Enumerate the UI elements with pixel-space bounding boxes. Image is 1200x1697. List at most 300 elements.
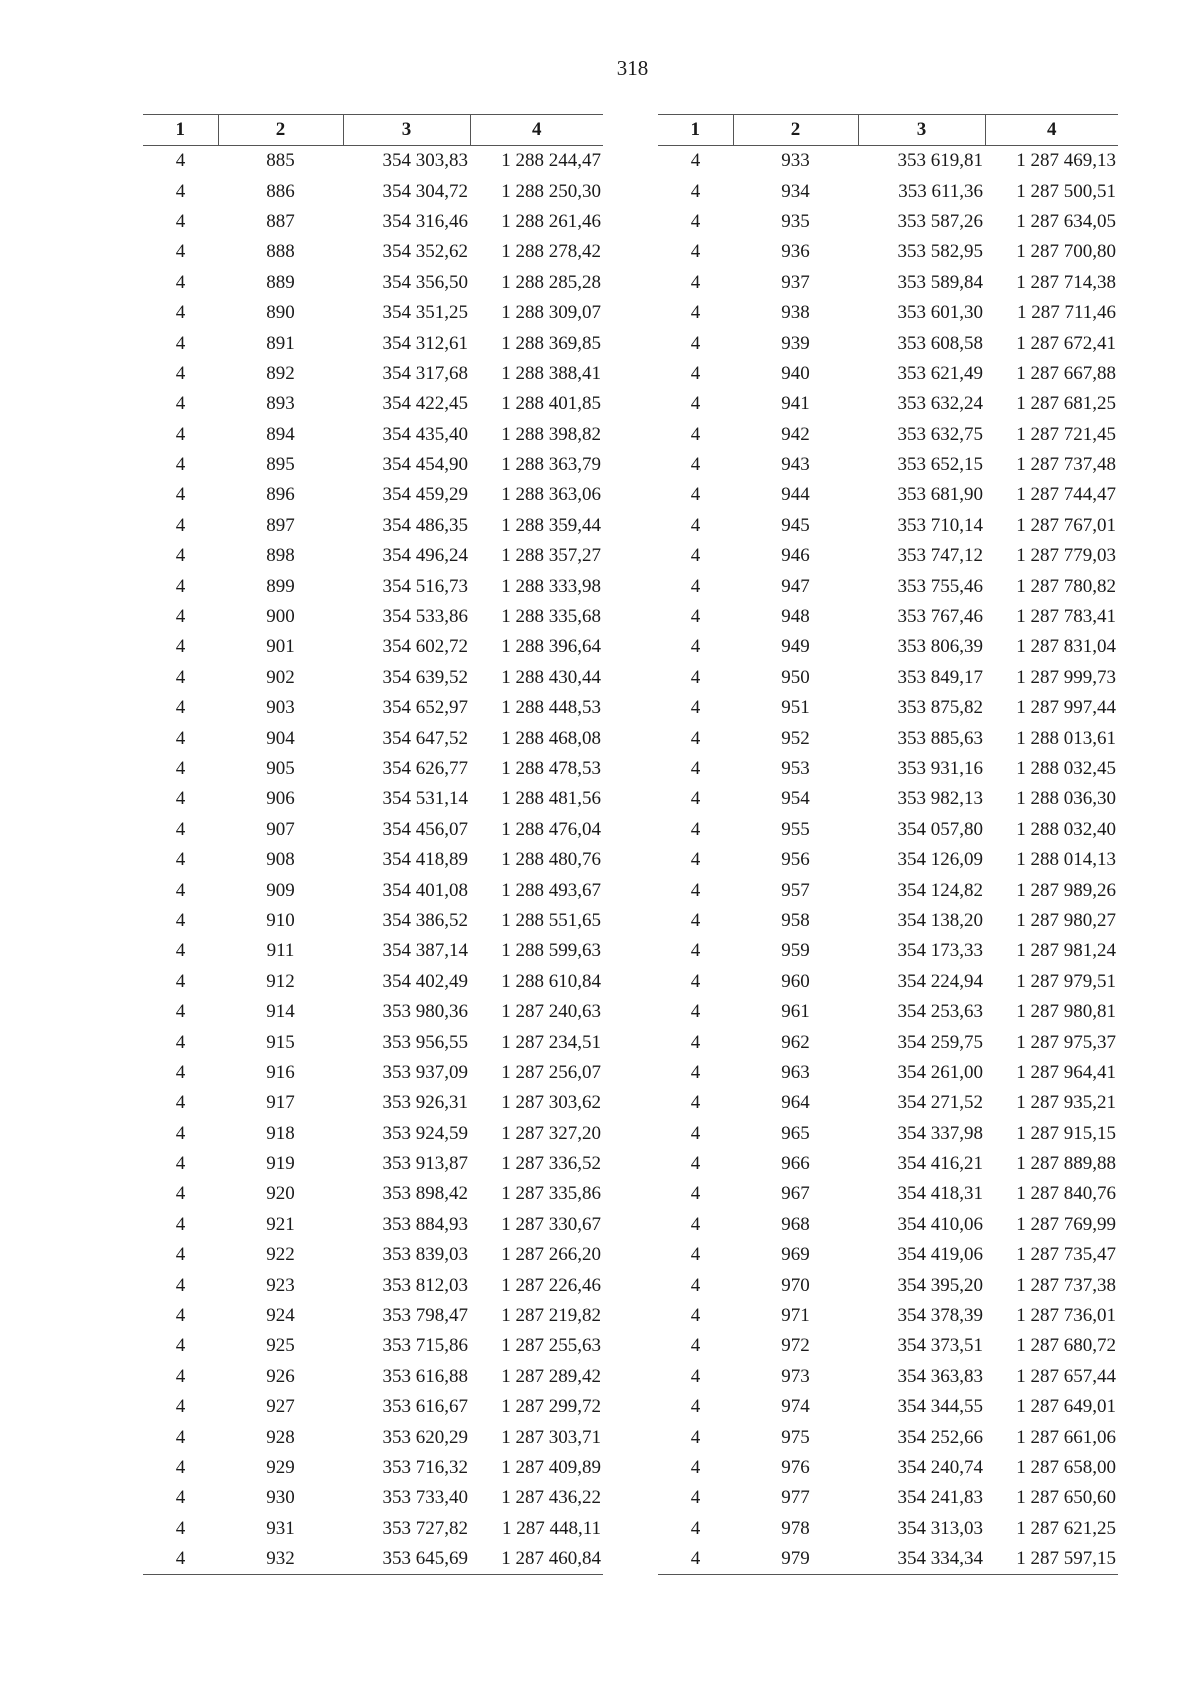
cell-y-coordinate: 1 288 448,53 [501, 697, 601, 719]
cell-point-id: 919 [266, 1153, 295, 1175]
cell-y-coordinate: 1 287 649,01 [1016, 1396, 1116, 1418]
cell-number: 4 [175, 1244, 186, 1266]
cell-number: 4 [690, 423, 701, 445]
cell-y-coordinate: 1 287 448,11 [501, 1517, 601, 1539]
cell-x-coordinate: 353 601,30 [897, 302, 983, 324]
cell-point-id: 961 [781, 1001, 810, 1023]
cell-point-id: 920 [266, 1183, 295, 1205]
cell-y-coordinate: 1 288 014,13 [1016, 849, 1116, 871]
cell-x-coordinate: 354 418,31 [897, 1183, 983, 1205]
cell-x-coordinate: 354 252,66 [897, 1426, 983, 1448]
cell-point-id: 889 [266, 271, 295, 293]
cell-point-id: 908 [266, 849, 295, 871]
cell-y-coordinate: 1 287 240,63 [501, 1001, 601, 1023]
cell-point-id: 922 [266, 1244, 295, 1266]
cell-number: 4 [690, 575, 701, 597]
cell-point-id: 953 [781, 758, 810, 779]
cell-point-id: 941 [781, 393, 810, 415]
table-row [658, 1362, 1118, 1392]
cell-y-coordinate: 1 288 476,04 [501, 818, 601, 840]
cell-number: 4 [175, 666, 186, 688]
table-row [143, 1149, 603, 1179]
cell-x-coordinate: 353 715,86 [382, 1335, 468, 1357]
cell-number: 4 [175, 1153, 186, 1175]
cell-point-id: 975 [781, 1426, 810, 1448]
cell-x-coordinate: 353 767,46 [897, 606, 983, 628]
cell-x-coordinate: 354 317,68 [382, 362, 468, 384]
cell-number: 4 [175, 636, 186, 658]
table-row [143, 1210, 603, 1240]
cell-y-coordinate: 1 288 480,76 [501, 849, 601, 871]
cell-point-id: 933 [781, 150, 810, 172]
cell-x-coordinate: 354 303,83 [382, 150, 468, 172]
table-row [658, 420, 1118, 450]
cell-point-id: 923 [266, 1274, 295, 1296]
cell-point-id: 891 [266, 332, 295, 354]
cell-x-coordinate: 353 798,47 [382, 1305, 468, 1327]
cell-number: 4 [175, 1335, 186, 1357]
cell-x-coordinate: 353 582,95 [897, 241, 983, 263]
cell-number: 4 [690, 727, 701, 749]
cell-number: 4 [690, 1092, 701, 1114]
cell-x-coordinate: 354 337,98 [897, 1122, 983, 1144]
cell-number: 4 [175, 180, 186, 202]
cell-y-coordinate: 1 288 398,82 [501, 423, 601, 445]
cell-point-id: 915 [266, 1031, 295, 1053]
table-row [658, 359, 1118, 389]
cell-point-id: 890 [266, 302, 295, 324]
cell-y-coordinate: 1 288 032,40 [1016, 818, 1116, 840]
cell-number: 4 [175, 606, 186, 628]
cell-number: 4 [175, 697, 186, 719]
cell-x-coordinate: 353 619,81 [897, 150, 983, 172]
table-row [143, 967, 603, 997]
cell-number: 4 [175, 575, 186, 597]
cell-number: 4 [690, 1456, 701, 1478]
cell-number: 4 [175, 393, 186, 415]
cell-x-coordinate: 353 812,03 [382, 1274, 468, 1296]
cell-y-coordinate: 1 288 610,84 [501, 970, 601, 992]
cell-y-coordinate: 1 287 681,25 [1016, 393, 1116, 415]
cell-y-coordinate: 1 287 999,73 [1016, 666, 1116, 688]
table-row [143, 663, 603, 693]
cell-number: 4 [690, 1396, 701, 1418]
cell-x-coordinate: 353 681,90 [897, 484, 983, 506]
table-row [143, 845, 603, 875]
table-row [143, 1088, 603, 1118]
cell-y-coordinate: 1 287 667,88 [1016, 362, 1116, 384]
cell-point-id: 940 [781, 362, 810, 384]
cell-number: 4 [690, 362, 701, 384]
cell-x-coordinate: 354 401,08 [382, 879, 468, 901]
cell-point-id: 894 [266, 423, 295, 445]
cell-number: 4 [690, 1244, 701, 1266]
table-row [658, 1027, 1118, 1057]
cell-x-coordinate: 354 241,83 [897, 1487, 983, 1509]
cell-x-coordinate: 354 378,39 [897, 1305, 983, 1327]
cell-y-coordinate: 1 288 430,44 [501, 666, 601, 688]
cell-point-id: 977 [781, 1487, 810, 1509]
cell-point-id: 917 [266, 1092, 295, 1114]
cell-number: 4 [690, 849, 701, 871]
cell-y-coordinate: 1 287 299,72 [501, 1396, 601, 1418]
cell-y-coordinate: 1 288 036,30 [1016, 788, 1116, 810]
cell-x-coordinate: 353 733,40 [382, 1487, 468, 1509]
cell-x-coordinate: 353 632,24 [897, 393, 983, 415]
cell-x-coordinate: 353 620,29 [382, 1426, 468, 1448]
cell-y-coordinate: 1 287 256,07 [501, 1061, 601, 1083]
cell-point-id: 970 [781, 1274, 810, 1296]
cell-number: 4 [690, 1183, 701, 1205]
cell-y-coordinate: 1 287 330,67 [501, 1213, 601, 1235]
cell-x-coordinate: 354 126,09 [897, 849, 983, 871]
table-row [143, 875, 603, 905]
cell-point-id: 931 [266, 1517, 295, 1539]
cell-point-id: 942 [781, 423, 810, 445]
cell-point-id: 928 [266, 1426, 295, 1448]
cell-x-coordinate: 354 057,80 [897, 818, 983, 840]
cell-point-id: 972 [781, 1335, 810, 1357]
cell-number: 4 [175, 1456, 186, 1478]
cell-point-id: 887 [266, 210, 295, 232]
cell-point-id: 925 [266, 1335, 295, 1357]
cell-y-coordinate: 1 287 436,22 [501, 1487, 601, 1509]
cell-point-id: 935 [781, 210, 810, 232]
cell-point-id: 903 [266, 697, 295, 719]
table-row [658, 997, 1118, 1027]
cell-x-coordinate: 354 387,14 [382, 940, 468, 962]
cell-point-id: 886 [266, 180, 295, 202]
column-header-3: 3 [343, 115, 470, 146]
cell-point-id: 909 [266, 879, 295, 901]
cell-point-id: 965 [781, 1122, 810, 1144]
cell-x-coordinate: 354 173,33 [897, 940, 983, 962]
cell-y-coordinate: 1 287 714,38 [1016, 271, 1116, 293]
cell-number: 4 [690, 1305, 701, 1327]
cell-number: 4 [175, 1061, 186, 1083]
cell-x-coordinate: 354 395,20 [897, 1274, 983, 1296]
cell-point-id: 926 [266, 1365, 295, 1387]
cell-number: 4 [690, 788, 701, 810]
cell-x-coordinate: 353 913,87 [382, 1153, 468, 1175]
table-row [658, 1088, 1118, 1118]
cell-x-coordinate: 353 956,55 [382, 1031, 468, 1053]
cell-point-id: 948 [781, 606, 810, 628]
cell-number: 4 [175, 758, 186, 779]
cell-number: 4 [690, 302, 701, 324]
cell-y-coordinate: 1 287 744,47 [1016, 484, 1116, 506]
cell-number: 4 [175, 727, 186, 749]
cell-number: 4 [690, 666, 701, 688]
cell-number: 4 [690, 514, 701, 536]
cell-number: 4 [690, 909, 701, 931]
cell-number: 4 [175, 818, 186, 840]
table-row [658, 663, 1118, 693]
cell-number: 4 [690, 1213, 701, 1235]
table-row [143, 1514, 603, 1544]
cell-x-coordinate: 353 839,03 [382, 1244, 468, 1266]
cell-x-coordinate: 353 621,49 [897, 362, 983, 384]
cell-point-id: 916 [266, 1061, 295, 1083]
cell-y-coordinate: 1 287 964,41 [1016, 1061, 1116, 1083]
column-header-4: 4 [985, 115, 1118, 146]
table-row [658, 1422, 1118, 1452]
table-row [143, 602, 603, 632]
cell-x-coordinate: 354 459,29 [382, 484, 468, 506]
cell-number: 4 [175, 423, 186, 445]
cell-x-coordinate: 354 316,46 [382, 210, 468, 232]
cell-y-coordinate: 1 287 327,20 [501, 1122, 601, 1144]
cell-number: 4 [175, 545, 186, 567]
cell-x-coordinate: 354 304,72 [382, 180, 468, 202]
table-row [143, 1331, 603, 1361]
table-row [143, 146, 603, 177]
cell-y-coordinate: 1 287 634,05 [1016, 210, 1116, 232]
cell-point-id: 959 [781, 940, 810, 962]
table-row [658, 845, 1118, 875]
cell-number: 4 [690, 1274, 701, 1296]
table-row [143, 1301, 603, 1331]
column-header-4: 4 [470, 115, 603, 146]
cell-x-coordinate: 354 312,61 [382, 332, 468, 354]
cell-point-id: 947 [781, 575, 810, 597]
cell-point-id: 910 [266, 909, 295, 931]
cell-x-coordinate: 354 344,55 [897, 1396, 983, 1418]
cell-point-id: 971 [781, 1305, 810, 1327]
table-row [143, 723, 603, 753]
cell-point-id: 967 [781, 1183, 810, 1205]
cell-number: 4 [690, 454, 701, 476]
table-row [658, 693, 1118, 723]
column-header-2: 2 [218, 115, 343, 146]
cell-y-coordinate: 1 287 266,20 [501, 1244, 601, 1266]
table-row [143, 1270, 603, 1300]
cell-y-coordinate: 1 287 409,89 [501, 1456, 601, 1478]
table-row [658, 237, 1118, 267]
cell-point-id: 946 [781, 545, 810, 567]
table-row [658, 1544, 1118, 1575]
cell-number: 4 [690, 484, 701, 506]
cell-y-coordinate: 1 287 460,84 [470, 1544, 603, 1575]
cell-point-id: 929 [266, 1456, 295, 1478]
table-row [658, 967, 1118, 997]
cell-y-coordinate: 1 287 737,48 [1016, 454, 1116, 476]
cell-number: 4 [690, 1426, 701, 1448]
cell-x-coordinate: 353 645,69 [343, 1544, 470, 1575]
cell-x-coordinate: 354 602,72 [382, 636, 468, 658]
cell-y-coordinate: 1 288 551,65 [501, 909, 601, 931]
table-row [143, 784, 603, 814]
cell-point-id: 896 [266, 484, 295, 506]
cell-point-id: 939 [781, 332, 810, 354]
cell-point-id: 914 [266, 1001, 295, 1023]
cell-y-coordinate: 1 288 396,64 [501, 636, 601, 658]
table-row [658, 602, 1118, 632]
table-row [143, 1392, 603, 1422]
table-row [143, 480, 603, 510]
cell-number: 4 [175, 454, 186, 476]
cell-x-coordinate: 354 313,03 [897, 1517, 983, 1539]
cell-y-coordinate: 1 288 285,28 [501, 271, 601, 293]
cell-point-id: 966 [781, 1153, 810, 1175]
cell-x-coordinate: 354 259,75 [897, 1031, 983, 1053]
table-row [658, 1483, 1118, 1513]
cell-number: 4 [690, 332, 701, 354]
cell-point-id: 911 [266, 940, 295, 962]
cell-point-id: 951 [781, 697, 810, 719]
table-row [143, 1362, 603, 1392]
cell-point-id: 979 [733, 1544, 858, 1575]
cell-y-coordinate: 1 287 597,15 [985, 1544, 1118, 1575]
table-row [143, 511, 603, 541]
cell-y-coordinate: 1 287 335,86 [501, 1183, 601, 1205]
cell-number: 4 [175, 1365, 186, 1387]
table-row [143, 237, 603, 267]
cell-point-id: 927 [266, 1396, 295, 1418]
cell-y-coordinate: 1 288 335,68 [501, 606, 601, 628]
table-row [658, 176, 1118, 206]
cell-point-id: 936 [781, 241, 810, 263]
cell-y-coordinate: 1 287 783,41 [1016, 606, 1116, 628]
cell-number: 4 [690, 180, 701, 202]
cell-y-coordinate: 1 288 481,56 [501, 788, 601, 810]
cell-y-coordinate: 1 287 661,06 [1016, 1426, 1116, 1448]
cell-y-coordinate: 1 287 779,03 [1016, 545, 1116, 567]
cell-y-coordinate: 1 287 255,63 [501, 1335, 601, 1357]
cell-number: 4 [690, 1061, 701, 1083]
cell-x-coordinate: 353 926,31 [382, 1092, 468, 1114]
cell-x-coordinate: 353 616,67 [382, 1396, 468, 1418]
cell-y-coordinate: 1 287 769,99 [1016, 1213, 1116, 1235]
cell-y-coordinate: 1 287 289,42 [501, 1365, 601, 1387]
cell-point-id: 888 [266, 241, 295, 263]
cell-y-coordinate: 1 287 981,24 [1016, 940, 1116, 962]
cell-x-coordinate: 354 647,52 [382, 727, 468, 749]
cell-y-coordinate: 1 288 333,98 [501, 575, 601, 597]
cell-point-id: 892 [266, 362, 295, 384]
cell-x-coordinate: 353 806,39 [897, 636, 983, 658]
table-row [658, 450, 1118, 480]
cell-number: 4 [175, 1487, 186, 1509]
cell-x-coordinate: 354 419,06 [897, 1244, 983, 1266]
cell-y-coordinate: 1 287 975,37 [1016, 1031, 1116, 1053]
cell-x-coordinate: 354 486,35 [382, 514, 468, 536]
table-row [658, 723, 1118, 753]
cell-x-coordinate: 354 240,74 [897, 1456, 983, 1478]
cell-y-coordinate: 1 287 979,51 [1016, 970, 1116, 992]
cell-number: 4 [690, 970, 701, 992]
cell-point-id: 906 [266, 788, 295, 810]
cell-number: 4 [175, 484, 186, 506]
table-row [658, 1058, 1118, 1088]
cell-number: 4 [175, 150, 186, 172]
table-row [143, 815, 603, 845]
cell-x-coordinate: 354 253,63 [897, 1001, 983, 1023]
cell-point-id: 930 [266, 1487, 295, 1509]
cell-point-id: 963 [781, 1061, 810, 1083]
cell-number: 4 [175, 271, 186, 293]
cell-x-coordinate: 353 652,15 [897, 454, 983, 476]
cell-number: 4 [690, 393, 701, 415]
table-row [658, 389, 1118, 419]
cell-number: 4 [143, 1544, 218, 1575]
cell-number: 4 [690, 150, 701, 172]
cell-number: 4 [175, 879, 186, 901]
cell-y-coordinate: 1 287 621,25 [1016, 1517, 1116, 1539]
cell-x-coordinate: 354 639,52 [382, 666, 468, 688]
table-row [658, 754, 1118, 784]
cell-x-coordinate: 354 533,86 [382, 606, 468, 628]
cell-y-coordinate: 1 288 401,85 [501, 393, 601, 415]
cell-number: 4 [690, 940, 701, 962]
table-row [658, 784, 1118, 814]
cell-number: 4 [690, 210, 701, 232]
cell-number: 4 [175, 1396, 186, 1418]
table-row [143, 997, 603, 1027]
cell-y-coordinate: 1 287 303,71 [501, 1426, 601, 1448]
table-row [658, 632, 1118, 662]
cell-number: 4 [175, 788, 186, 810]
cell-point-id: 962 [781, 1031, 810, 1053]
cell-y-coordinate: 1 287 935,21 [1016, 1092, 1116, 1114]
cell-number: 4 [175, 1001, 186, 1023]
table-row [658, 571, 1118, 601]
cell-x-coordinate: 353 616,88 [382, 1365, 468, 1387]
cell-x-coordinate: 353 875,82 [897, 697, 983, 719]
cell-number: 4 [658, 1544, 733, 1575]
cell-y-coordinate: 1 287 672,41 [1016, 332, 1116, 354]
cell-number: 4 [175, 1122, 186, 1144]
cell-number: 4 [690, 697, 701, 719]
cell-number: 4 [175, 1183, 186, 1205]
cell-y-coordinate: 1 287 831,04 [1016, 636, 1116, 658]
table-row [658, 1301, 1118, 1331]
column-header-2: 2 [733, 115, 858, 146]
cell-x-coordinate: 354 271,52 [897, 1092, 983, 1114]
cell-point-id: 898 [266, 545, 295, 567]
table-row [658, 328, 1118, 358]
cell-number: 4 [690, 1487, 701, 1509]
cell-y-coordinate: 1 288 309,07 [501, 302, 601, 324]
cell-point-id: 907 [266, 818, 295, 840]
table-row [658, 1119, 1118, 1149]
cell-x-coordinate: 354 356,50 [382, 271, 468, 293]
table-row [143, 1422, 603, 1452]
table-row [143, 328, 603, 358]
cell-number: 4 [175, 849, 186, 871]
cell-x-coordinate: 353 898,42 [382, 1183, 468, 1205]
cell-y-coordinate: 1 288 363,79 [501, 454, 601, 476]
cell-x-coordinate: 353 587,26 [897, 210, 983, 232]
table-row [658, 541, 1118, 571]
cell-y-coordinate: 1 287 736,01 [1016, 1305, 1116, 1327]
cell-x-coordinate: 354 496,24 [382, 545, 468, 567]
cell-x-coordinate: 354 410,06 [897, 1213, 983, 1235]
cell-x-coordinate: 354 352,62 [382, 241, 468, 263]
cell-x-coordinate: 354 224,94 [897, 970, 983, 992]
table-row [143, 420, 603, 450]
cell-y-coordinate: 1 287 336,52 [501, 1153, 601, 1175]
cell-y-coordinate: 1 287 915,15 [1016, 1122, 1116, 1144]
table-row [143, 936, 603, 966]
column-header-3: 3 [858, 115, 985, 146]
cell-number: 4 [175, 1274, 186, 1296]
cell-x-coordinate: 353 611,36 [898, 180, 983, 202]
cell-y-coordinate: 1 288 357,27 [501, 545, 601, 567]
cell-x-coordinate: 353 982,13 [897, 788, 983, 810]
cell-x-coordinate: 354 351,25 [382, 302, 468, 324]
coordinates-table-right [658, 114, 1118, 1575]
